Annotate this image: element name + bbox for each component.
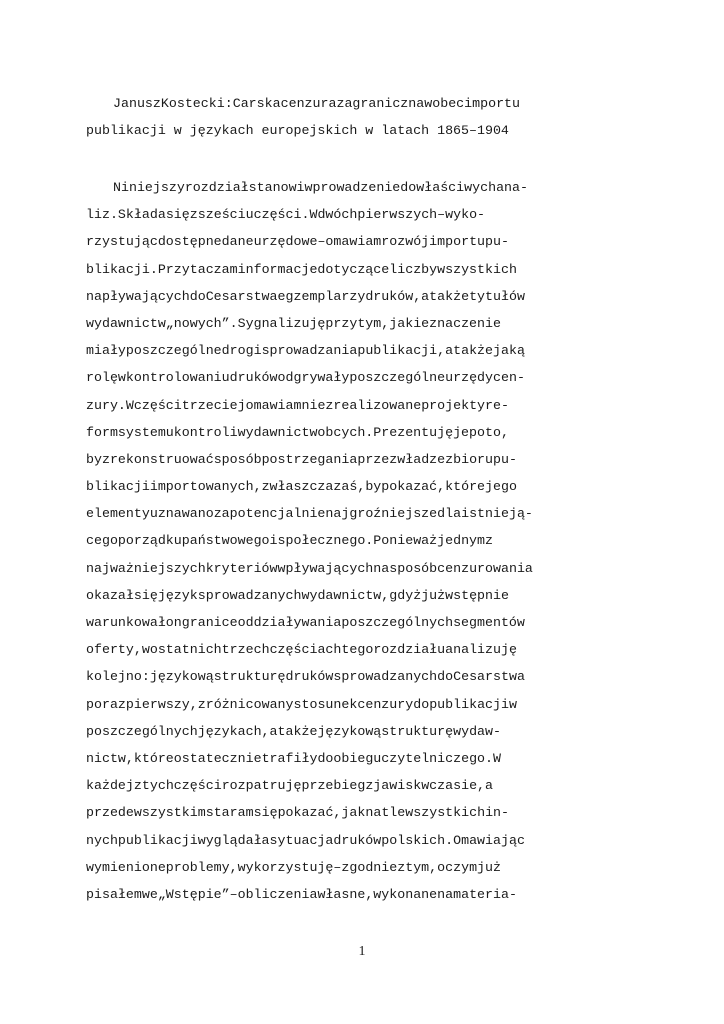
paragraph-line: rolęwkontrolowaniudrukówodgrywałyposzczególneurzędycen- xyxy=(86,370,525,386)
paragraph-line: elementyuznawanozapotencjalnienajgroźniejszedlaistnieją- xyxy=(86,506,533,522)
paragraph-line: okazałsięjęzyksprowadzanychwydawnictw,gdyżjużwstępnie xyxy=(86,587,509,603)
paragraph-line: warunkowałongraniceoddziaływaniaposzczególnychsegmentów xyxy=(86,615,525,630)
paragraph-line: nictw,któreostatecznietrafiłydoobieguczytelniczego.W xyxy=(86,750,501,766)
paragraph-line: liz.Składasięzsześciuczęści.Wdwóchpierwszych–wyko- xyxy=(86,207,486,223)
paragraph-line: cegoporządkupaństwowegoispołecznego.Ponieważjednymz xyxy=(86,533,494,549)
page-number: 1 xyxy=(358,944,366,959)
paragraph-line: wydawnictw„nowych”.Sygnalizujęprzytym,jakieznaczenie xyxy=(86,315,501,331)
body-paragraph xyxy=(86,174,640,908)
paragraph-line: wymienioneproblemy,wykorzystuję–zgodnieztym,oczymjuż xyxy=(86,859,501,875)
paragraph-line: każdejztychczęścirozpatrujęprzebiegzjawiskwczasie,a xyxy=(86,778,494,794)
paragraph-line: Niniejszyrozdziałstanowiwprowadzeniedowłaściwychana- xyxy=(113,180,528,195)
paragraph-line: oferty,wostatnichtrzechczęściachtegorozdziałuanalizuję xyxy=(86,642,517,658)
paragraph-line: najważniejszychkryteriówwpływającychnasposóbcenzurowania xyxy=(86,560,533,576)
paragraph-line: blikacjiimportowanych,zwłaszczazaś,bypokazać,którejego xyxy=(86,479,517,495)
paragraph-line: kolejno:językowąstrukturędrukówsprowadzanychdoCesarstwa xyxy=(86,669,525,685)
paragraph-line: zury.Wczęścitrzeciejomawiamniezrealizowaneprojektyre- xyxy=(86,397,509,413)
paragraph-line: porazpierwszy,zróżnicowanystosunekcenzurydopublikacjiw xyxy=(86,696,517,712)
paragraph-line: rzystującdostępnedaneurzędowe–omawiamrozwójimportupu- xyxy=(86,234,509,250)
title-line-2: publikacji w językach europejskich w latach 1865–1904 xyxy=(86,123,509,139)
title-line-1: JanuszKostecki:Carskacenzurazagranicznawobecimportu xyxy=(113,96,521,111)
paragraph-line: przedewszystkimstaramsiępokazać,jaknatlewszystkichin- xyxy=(86,805,510,821)
paragraph-line: nychpublikacjiwyglądałasytuacjadrukówpolskich.Omawiając xyxy=(86,832,525,848)
paragraph-line: poszczególnychjęzykach,atakżejęzykowąstrukturęwydaw- xyxy=(86,723,501,739)
paragraph-line: napływającychdoCesarstwaegzemplarzydruków,atakżetytułów xyxy=(86,288,525,304)
document-title xyxy=(86,90,640,144)
paragraph-line: miałyposzczególnedrogisprowadzaniapublikacji,atakżejaką xyxy=(86,343,525,359)
paragraph-line: pisałemwe„Wstępie”–obliczeniawłasne,wykonanenamateria- xyxy=(86,886,517,902)
paragraph-line: formsystemukontroliwydawnictwobcych.Prezentujęjepoto, xyxy=(86,424,509,440)
paragraph-line: byzrekonstruowaćsposóbpostrzeganiaprzezwładzezbiorupu- xyxy=(86,451,517,467)
paragraph-line: blikacji.Przytaczaminformacjedotycząceliczbywszystkich xyxy=(86,261,517,277)
